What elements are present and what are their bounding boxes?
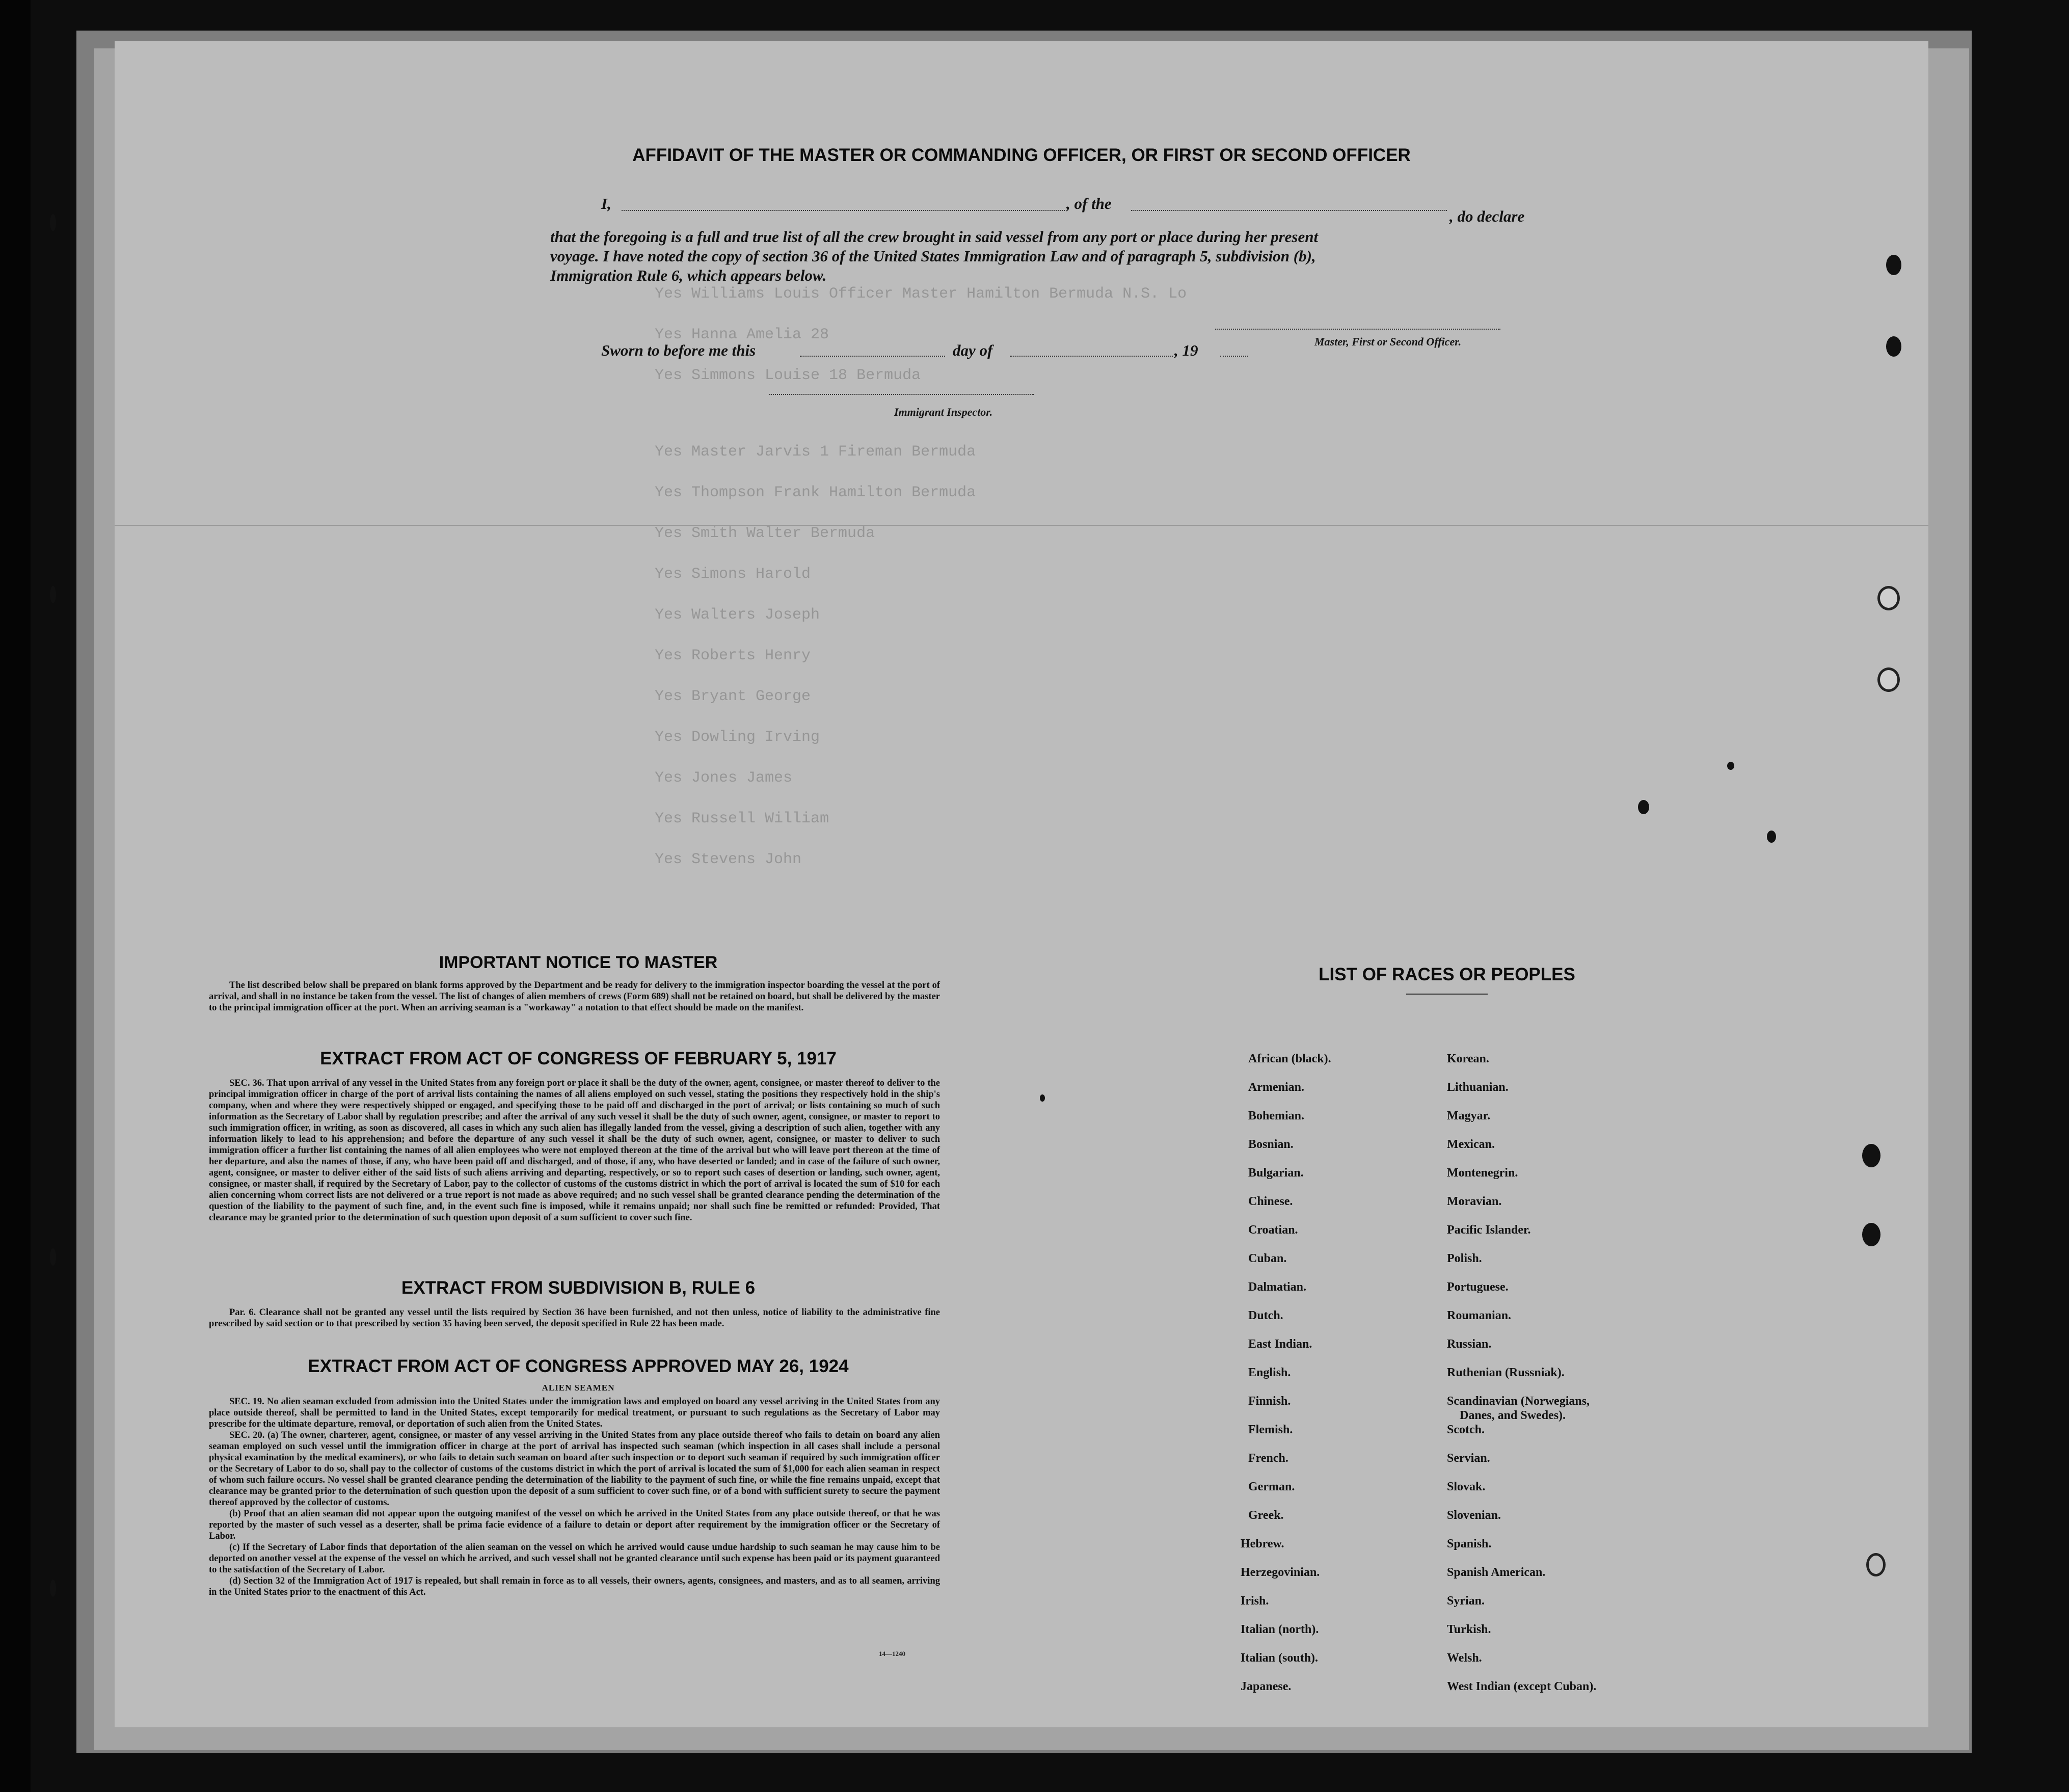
document-page [115,41,1928,1727]
extract-1917-section [209,1078,940,1223]
binding-hole [50,214,56,231]
master-signature-field[interactable] [1215,329,1500,330]
extract-1924-sections [209,1396,940,1598]
race-item: Turkish. [1447,1623,1491,1636]
bleed-through-text: Yes Hanna Amelia 28 [655,326,829,343]
section-20b-paragraph: (b) Proof that an alien seaman did not appear upon the outgoing manifest of the vessel on which he arrived in the United States from any place outside thereof, or that he was reported by the master of such vessel as a deserter, shall be prima facie evidence of a failure to detain or deport after requirement by the immigration officer or the Secretary of Labor. [209,1509,940,1541]
race-item: Bulgarian. [1248,1166,1304,1180]
bleed-through-text: Yes Smith Walter Bermuda [655,525,875,542]
punch-hole [1886,255,1901,275]
punch-hole [1877,586,1900,610]
sworn-day-field[interactable] [800,356,945,357]
ink-blot [1767,831,1776,843]
race-item: Spanish American. [1447,1566,1546,1579]
day-of-label: day of [953,341,993,359]
race-item: Bosnian. [1248,1138,1294,1151]
races-title-rule [1406,994,1488,995]
extract-1924-title: EXTRACT FROM ACT OF CONGRESS APPROVED MAY 26, 1924 [308,1356,849,1376]
race-item: Polish. [1447,1252,1482,1265]
section-20a-paragraph: SEC. 20. (a) The owner, charterer, agent, consignee, or master of any vessel arriving in the United States from any place outside thereof who fails to detain on board any alien seaman employed on such vessel until the immigration officer in charge at the port of arrival has inspected such seaman (which inspection in all cases shall include a personal physical examination by the medical examiners), or who fails to detain such seaman on board after such inspection or to deport such seaman if required by such immigration officer or the Secretary of Labor to do so, shall pay to the collector of customs of the customs district in which the port of arrival is located the sum of $1,000 for each alien seaman in respect of whom such failure occurs. No vessel shall be granted clearance pending the determination of the liability to the payment of such fine, or while the fine remains unpaid, except that clearance may be granted prior to the determination of such question upon the deposit of a sum sufficient to cover such fine, or of a bond with sufficient surety to secure the payment thereof approved by the collector of customs. [209,1430,940,1508]
race-item: Spanish. [1447,1537,1492,1550]
punch-hole [1862,1223,1880,1246]
race-item: English. [1248,1366,1291,1379]
ink-blot [1727,762,1734,770]
race-item: French. [1248,1452,1288,1465]
race-item: Dalmatian. [1248,1280,1306,1294]
race-item: Moravian. [1447,1195,1502,1208]
do-declare-label: , do declare [1449,207,1525,225]
punch-hole [1862,1144,1880,1167]
race-item: Montenegrin. [1447,1166,1518,1180]
punch-hole [1877,667,1900,692]
bleed-through-text: Yes Simmons Louise 18 Bermuda [655,367,921,384]
bleed-through-rule [115,525,1928,526]
race-item: Ruthenian (Russniak). [1447,1366,1565,1379]
extract-1917-title: EXTRACT FROM ACT OF CONGRESS OF FEBRUARY 5, 1917 [320,1049,837,1068]
race-item: Portuguese. [1447,1280,1509,1294]
important-notice-title: IMPORTANT NOTICE TO MASTER [439,953,718,972]
section-36-paragraph: SEC. 36. That upon arrival of any vessel in the United States from any foreign port or place it shall be the duty of the owner, agent, consignee, or master thereof to deliver to the principal immigration officer in charge of the port of arrival lists containing the names of all aliens employed on such vessel, stating the positions they respectively hold in the ship's company, when and where they were respectively shipped or engaged, and specifying those to be paid off and discharged in the port of arrival; or lists containing so much of such information as the Secretary of Labor shall by regulation prescribe; and after the arrival of any such vessel it shall be the duty of such owner, agent, consignee, or master to report to such immigration officer, in writing, as soon as discovered, all cases in which any such alien has illegally landed from the vessel, giving a description of such alien, together with any information likely to lead to his apprehension; and before the departure of any such vessel it shall be the duty of such owner, agent, consignee, or master to deliver to such immigration officer a further list containing the names of all alien employees who were not employed thereon at the time of the arrival but who will leave port thereon at the time of her departure, and also the names of those, if any, who have been paid off and discharged, and of those, if any, who have deserted or landed; and in case of the failure of such owner, agent, consignee, or master to deliver either of the said lists of such aliens arriving and departing, respectively, or so to report such cases of desertion or landing, such owner, agent, consignee, or master shall, if required by the Secretary of Labor, pay to the collector of customs of the customs district in which the port of arrival is located the sum of $10 for each alien concerning whom correct lists are not delivered or a true report is not made as above required; and no such vessel shall be granted clearance pending the determination of the question of the liability to the payment of such fine, and, in the event such fine is imposed, while it remains unpaid; nor shall such fine be remitted or refunded: Provided, That clearance may be granted prior to the determination of such question upon deposit of a sum sufficient to cover such fine. [209,1078,940,1223]
race-item: Servian. [1447,1452,1490,1465]
affidavit-title: AFFIDAVIT OF THE MASTER OR COMMANDING OFFICER, OR FIRST OR SECOND OFFICER [632,145,1411,165]
race-item: Magyar. [1447,1109,1491,1122]
alien-seamen-subtitle: ALIEN SEAMEN [542,1383,615,1393]
declarant-name-field[interactable] [622,210,1065,211]
race-item: East Indian. [1248,1338,1312,1351]
bleed-through-text: Yes Stevens John [655,851,802,868]
race-item: Mexican. [1447,1138,1495,1151]
ink-blot [1040,1094,1045,1102]
sworn-year-field[interactable] [1220,356,1248,357]
race-item: Flemish. [1248,1423,1293,1436]
race-item: German. [1248,1480,1295,1493]
race-item: West Indian (except Cuban). [1447,1680,1597,1693]
race-item: Scotch. [1447,1423,1485,1436]
bleed-through-text: Yes Walters Joseph [655,606,820,624]
declarant-label: I, [601,195,611,212]
race-item: Roumanian. [1447,1309,1512,1322]
bleed-through-text: Yes Roberts Henry [655,647,811,664]
inspector-signature-field[interactable] [769,394,1034,395]
race-item: Irish. [1241,1594,1269,1608]
bleed-through-text: Yes Dowling Irving [655,729,820,746]
affidavit-body-line-1: that the foregoing is a full and true list of all the crew brought in said vessel from any port or place during her present [550,228,1319,246]
race-item: Danes, and Swedes). [1460,1409,1566,1422]
race-item: Dutch. [1248,1309,1283,1322]
punch-hole [1886,336,1901,357]
punch-hole [1866,1553,1886,1576]
race-item: Slovenian. [1447,1509,1501,1522]
ink-blot [1638,800,1649,814]
paragraph-6: Par. 6. Clearance shall not be granted any vessel until the lists required by Section 36 have been furnished, and not then unless, notice of liability to the administrative fine prescribed by said section or to that prescribed by section 35 having been served, the deposit specified in Rule 22 has been made. [209,1307,940,1329]
binding-hole [50,1248,56,1266]
race-item: Armenian. [1248,1081,1304,1094]
extract-rule6-section [209,1307,940,1329]
important-notice-text [209,980,940,1013]
races-title: LIST OF RACES OR PEOPLES [1319,965,1575,984]
race-item: Croatian. [1248,1223,1298,1237]
race-item: Syrian. [1447,1594,1485,1608]
binding-hole [50,1580,56,1597]
affidavit-body-line-2: voyage. I have noted the copy of section 36 of the United States Immigration Law and of paragraph 5, subdivision (b), [550,247,1316,265]
race-item: Bohemian. [1248,1109,1305,1122]
section-20c-paragraph: (c) If the Secretary of Labor finds that deportation of the alien seaman on the vessel on which he arrived would cause undue hardship to such seaman he may cause him to be deported on another vessel at the expense of the vessel on which he arrived, and such vessel shall not be granted clearance until such expense has been paid or its payment guaranteed to the satisfaction of the Secretary of Labor. [209,1542,940,1575]
affidavit-body-line-3: Immigration Rule 6, which appears below. [550,266,827,284]
extract-rule6-title: EXTRACT FROM SUBDIVISION B, RULE 6 [401,1278,756,1298]
bleed-through-text: Yes Jones James [655,769,793,787]
section-20d-paragraph: (d) Section 32 of the Immigration Act of 1917 is repealed, but shall remain in force as to all vessels, their owners, agents, consignees, and masters, and as to all seamen, arriving in the United States prior to the enactment of this Act. [209,1576,940,1597]
left-binding [0,0,31,1792]
race-item: Russian. [1447,1338,1492,1351]
section-19-paragraph: SEC. 19. No alien seaman excluded from admission into the United States under the immigration laws and employed on board any vessel arriving in the United States from any place outside thereof, shall be permitted to land in the United States, except temporarily for medical treatment, or pursuant to such regulations as the Secretary of Labor may prescribe for the ultimate departure, removal, or deportation of such alien from the United States. [209,1397,940,1429]
race-item: African (black). [1248,1052,1331,1065]
race-item: Welsh. [1447,1651,1482,1665]
race-item: Scandinavian (Norwegians, [1447,1395,1590,1408]
race-item: Japanese. [1241,1680,1292,1693]
race-item: Herzegovinian. [1241,1566,1320,1579]
race-item: Pacific Islander. [1447,1223,1531,1237]
race-item: Slovak. [1447,1480,1486,1493]
vessel-name-field[interactable] [1131,210,1447,211]
race-item: Finnish. [1248,1395,1291,1408]
race-item: Korean. [1447,1052,1489,1065]
bleed-through-text: Yes Thompson Frank Hamilton Bermuda [655,484,976,501]
race-item: Chinese. [1248,1195,1293,1208]
of-the-label: , of the [1066,195,1112,212]
bleed-through-text: Yes Russell William [655,810,829,827]
bleed-through-text: Yes Williams Louis Officer Master Hamilton Bermuda N.S. Lo [655,285,1187,303]
race-item: Italian (north). [1241,1623,1319,1636]
master-signature-label: Master, First or Second Officer. [1314,335,1462,348]
binding-hole [50,586,56,603]
race-item: Cuban. [1248,1252,1287,1265]
race-item: Italian (south). [1241,1651,1319,1665]
form-number: 14—1240 [879,1650,905,1657]
bleed-through-text: Yes Master Jarvis 1 Fireman Bermuda [655,443,976,461]
race-item: Hebrew. [1241,1537,1284,1550]
important-notice-paragraph: The list described below shall be prepared on blank forms approved by the Department and be ready for delivery to the immigration inspector boarding the vessel at the port of arrival, and shall in no instance be taken from the vessel. The list of changes of alien members of crews (Form 689) shall not be retained on board, but shall be delivered by the master to the principal immigration officer at the port. When an arriving seaman is a "workaway" a notation to that effect should be made on the manifest. [209,980,940,1013]
bleed-through-text: Yes Simons Harold [655,566,811,583]
inspector-label: Immigrant Inspector. [894,406,993,418]
sworn-month-field[interactable] [1010,356,1173,357]
sworn-label: Sworn to before me this [601,341,756,359]
bleed-through-text: Yes Bryant George [655,688,811,705]
year-label: , 19 [1174,341,1198,359]
race-item: Greek. [1248,1509,1284,1522]
race-item: Lithuanian. [1447,1081,1509,1094]
